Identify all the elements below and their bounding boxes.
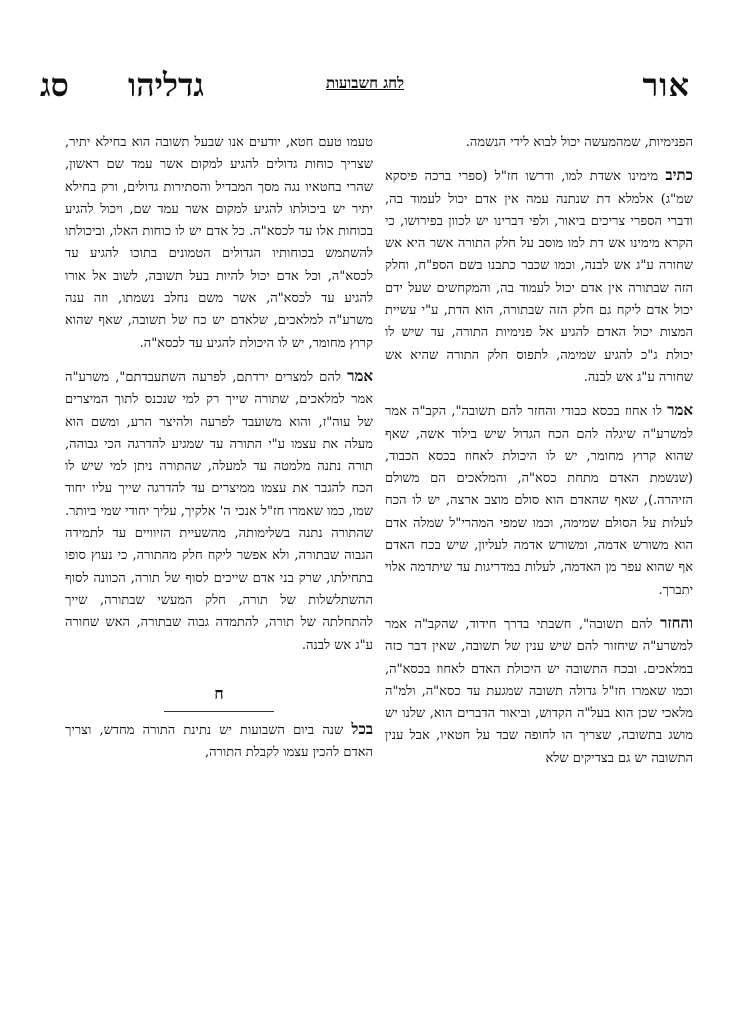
paragraph-text: טעמו טעם חטא, יודעים אנו שבעל תשובה הוא בחילא יתיר, שצריך כוחות גדולים להגיע למקום אשר עמד שם ראשון, שהרי בחטאיו נגה מסך המבדיל והסתירות גדולים, ורק בחילא יתיר יש ביכולתו להגיע למקום אשר עמד שם, ויכול להגיע בכוחות אלו עד לכסא"ה. כל אדם יש לו כוחות האלו, וביכולתו להשתמש בכוחותיו הגדולים הטמונים בתוכו להגיע עד לכסא"ה, וכל אדם יכול להיות בעל תשובה, לשוב אל אורו להגיע עד לכסא"ה, אשר משם נחלב נשמתו, וזה ענה משרע"ה למלאכים, שלאדם יש כח של תשובה, שאף שהוא קרוץ מחומר, יש לו היכולת להגיע עד לכסא"ה. xyxy=(65,135,373,351)
paragraph xyxy=(385,399,693,602)
header-name: גדליהו xyxy=(128,66,204,104)
paragraph-lead: כתיב xyxy=(665,166,693,185)
paragraph-text: לו אחוז בכסא כבודי והחזר להם תשובה", הקב"ה אמר למשרע"ה שיגלה להם הכח הגדול שיש בילוד אשה, שאף שהוא קרוץ מחומר, יש לו היכולת לאחוז בכסא הכבוד, (שנשמת האדם מתחת כסא"ה, והמלאכים הם משולם הזיהרה.), שאף שהאדם הוא סולם מוצב ארצה, יש לו הכח לעלות על הסולם שמימה, וכמו שמפי המהרי"ל שמלה אדם הוא משורש אדמה, ומשורש אדמה לעליון, שיש בכח האדם אף שהוא עפר מן האדמה, לעלות במדריגות עד שיתדמה אלוי יתברך. xyxy=(385,404,693,598)
paragraph xyxy=(65,130,373,355)
paragraph xyxy=(65,365,373,657)
header-title-right: אור xyxy=(642,66,690,104)
paragraph-text: שנה ביום השבועות יש נתינת התורה מחדש, וצריך האדם להכין עצמו לקבלת התורה, xyxy=(65,723,373,761)
section-letter: ח xyxy=(214,683,224,703)
right-column xyxy=(385,130,693,770)
paragraph-lead: בכל xyxy=(351,720,373,739)
paragraph xyxy=(65,718,373,765)
page-number: סג xyxy=(40,66,69,104)
header-center-title: לחג חשבועות xyxy=(325,74,405,92)
paragraph-lead: אמר xyxy=(347,366,373,385)
paragraph-text: להם למצרים ירדתם, לפרעה השתעבדתם", משרע"ה אמר למלאכים, שתורה שייך רק למי שנכנס לתוך המיצרים של עוה"ז, והוא משועבד לפרעה ולהיצר הרע, ומשם הוא מעלה את עצמו ע"י התורה עד שמגיע להדרגה הכי גבוהה, תורה נתנה מלמטה עד למעלה, שהתורה ניתן למי שיש לו הכח להגבר את עצמו ממיצרים עד להדרגה שייך עליו יחוד שמו, כמו שאמרו חז"ל אנכי ה' אלקיך, עליך יחודי שמי ביותר. שהתורה נתנה בשלימותה, מהשעיית הזיוויים עד לתמידה הגבוה שבתורה, ולא אפשר ליקח חלק מהתורה, כי נעוץ סופו בתחילתו, שרק בני אדם שייכים לסוף של תורה, הכוונה לסוף ההשתלשלות של תורה, חלק המעשי שבתורה, שייך להתחלתה של תורה, להתמדה גבוה שבתורה, האש שחורה ע"ג אש לבנה. xyxy=(65,369,373,653)
page-header xyxy=(40,60,690,110)
divider xyxy=(164,711,274,712)
paragraph-text: מימינו אשדת למו, ודרשו חז"ל (ספרי ברכה פיסקא שמ"ג) אלמלא דת שנתנה עמה אין אדם יכול לעמוד בה, ודברי הספרי צריכים ביאור, ולפי דברינו יש לכוון בפירושו, כי הקרא מימינו אש דת למו מוסב על חלק התורה אשר היא אש שחורה ע"ג אש לבנה, וכמו שכבר כתבנו בשם הספ"ח, וחלק הזה שבתורה אין אדם יכול לעמוד בה, והמקחשים שעל ידם יכול אדם ליקח גם חלק הזה שבתורה, הוא הדת, ע"י עשיית המצות יכול האדם להגיע אל פנימיות התורה, עד שיש לו יכולת ג"כ להגיע שמימה, לתפוס חלק התורה שהיא אש שחורה ע"ג אש לבנה. xyxy=(385,169,693,385)
paragraph-text: הפנימיות, שמהמעשה יכול לבוא לידי הנשמה. xyxy=(465,135,693,150)
paragraph-lead: אמר xyxy=(667,401,694,420)
paragraph xyxy=(385,130,693,154)
paragraph xyxy=(385,164,693,389)
paragraph xyxy=(385,612,693,770)
paragraph-lead: והחזר xyxy=(660,613,693,632)
left-column xyxy=(65,130,373,765)
paragraph-text: להם תשובה", חשבתי בדרך חידוד, שהקב"ה אמר למשרע"ה שיחזור להם שיש ענין של תשובה, שאין דבר כזה במלאכים. ובכח התשובה יש היכולת האדם לאחוז בכסא"ה, וכמו שאמרו חז"ל גדולה תשובה שמגעת עד כסא"ה, ולמ"ה מלאכי שכן הוא בעל"ה הקדוש, וביאור הדברים הוא, שלנו יש מושג בתשובה, שצריך הו לחופה שבד על חטאיו, אבל ענין התשובה יש גם בצדיקים שלא xyxy=(385,616,693,766)
